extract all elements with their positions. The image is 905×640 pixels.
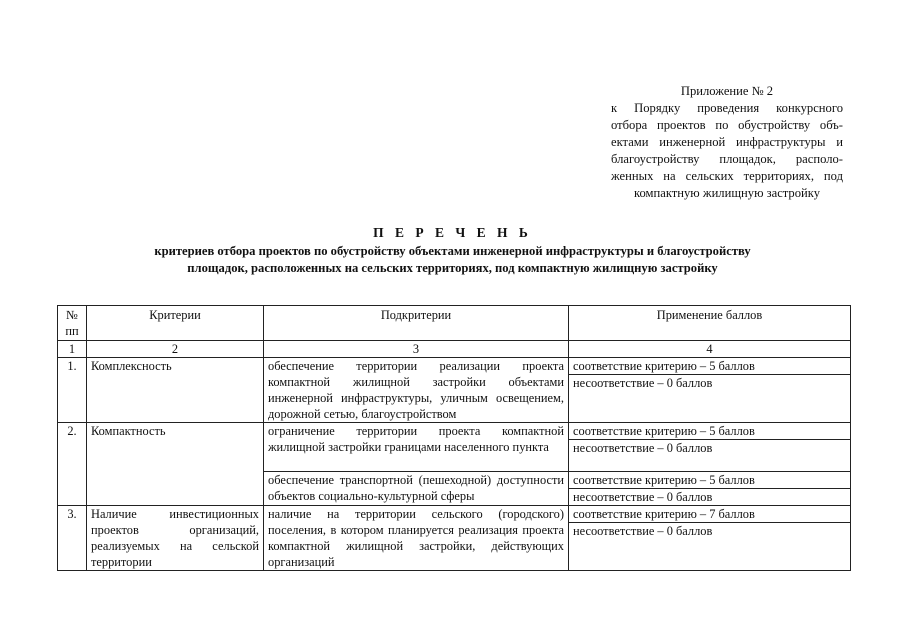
table-row — [58, 358, 851, 375]
criterion-name: Комплексность — [87, 358, 264, 423]
subcriterion-text: наличие на территории сельского (городского) поселения, в котором планируется реализация проекта компактной жилищной застройки, действующих организаций — [264, 506, 569, 571]
table-row — [58, 423, 851, 440]
subcriterion-text: ограничение территории проекта компактной жилищной застройки границами населенного пункта — [264, 423, 569, 472]
header-points: Применение баллов — [569, 306, 851, 341]
appendix-line: к Порядку проведения конкурсного — [611, 101, 843, 115]
column-number: 1 — [58, 341, 87, 358]
subtitle-line: критериев отбора проектов по обустройству объектами инженерной инфраструктуры и благоустройству — [154, 244, 751, 258]
document-subtitle — [0, 243, 905, 277]
appendix-line: женных на сельских территориях, под — [611, 169, 843, 183]
points-cell: несоответствие – 0 баллов — [569, 523, 851, 571]
points-cell: соответствие критерию – 5 баллов — [569, 358, 851, 375]
criterion-name: Наличие инвестиционных проектов организаций, реализуемых на сельской территории — [87, 506, 264, 571]
row-number: 2. — [58, 423, 87, 506]
header-num: № пп — [58, 306, 87, 341]
points-cell: несоответствие – 0 баллов — [569, 440, 851, 472]
column-number: 4 — [569, 341, 851, 358]
header-criteria: Критерии — [87, 306, 264, 341]
points-cell: соответствие критерию – 7 баллов — [569, 506, 851, 523]
column-number: 2 — [87, 341, 264, 358]
header-subcriteria: Подкритерии — [264, 306, 569, 341]
points-cell: несоответствие – 0 баллов — [569, 375, 851, 423]
column-number-row — [58, 341, 851, 358]
appendix-line: компактную жилищную застройку — [633, 186, 821, 200]
row-number: 1. — [58, 358, 87, 423]
subcriterion-text: обеспечение территории реализации проекта компактной жилищной застройки объектами инженерной инфраструктуры, уличным освещением, дорожной сетью, благоустройством — [264, 358, 569, 423]
appendix-block — [611, 83, 843, 202]
document-title: П Е Р Е Ч Е Н Ь — [373, 225, 532, 240]
table-row — [58, 506, 851, 523]
appendix-line: благоустройству площадок, располо- — [611, 152, 843, 166]
appendix-line: ектами инженерной инфраструктуры и — [611, 135, 843, 149]
table-header-row — [58, 306, 851, 341]
subcriterion-text: обеспечение транспортной (пешеходной) доступности объектов социально-культурной сферы — [264, 472, 569, 506]
appendix-line: отбора проектов по обустройству объ- — [611, 118, 843, 132]
subtitle-line: площадок, расположенных на сельских территориях, под компактную жилищную застройку — [187, 261, 718, 275]
column-number: 3 — [264, 341, 569, 358]
points-cell: несоответствие – 0 баллов — [569, 489, 851, 506]
criteria-table — [57, 305, 851, 571]
points-cell: соответствие критерию – 5 баллов — [569, 423, 851, 440]
criterion-name: Компактность — [87, 423, 264, 506]
row-number: 3. — [58, 506, 87, 571]
appendix-title: Приложение № 2 — [680, 84, 774, 98]
points-cell: соответствие критерию – 5 баллов — [569, 472, 851, 489]
